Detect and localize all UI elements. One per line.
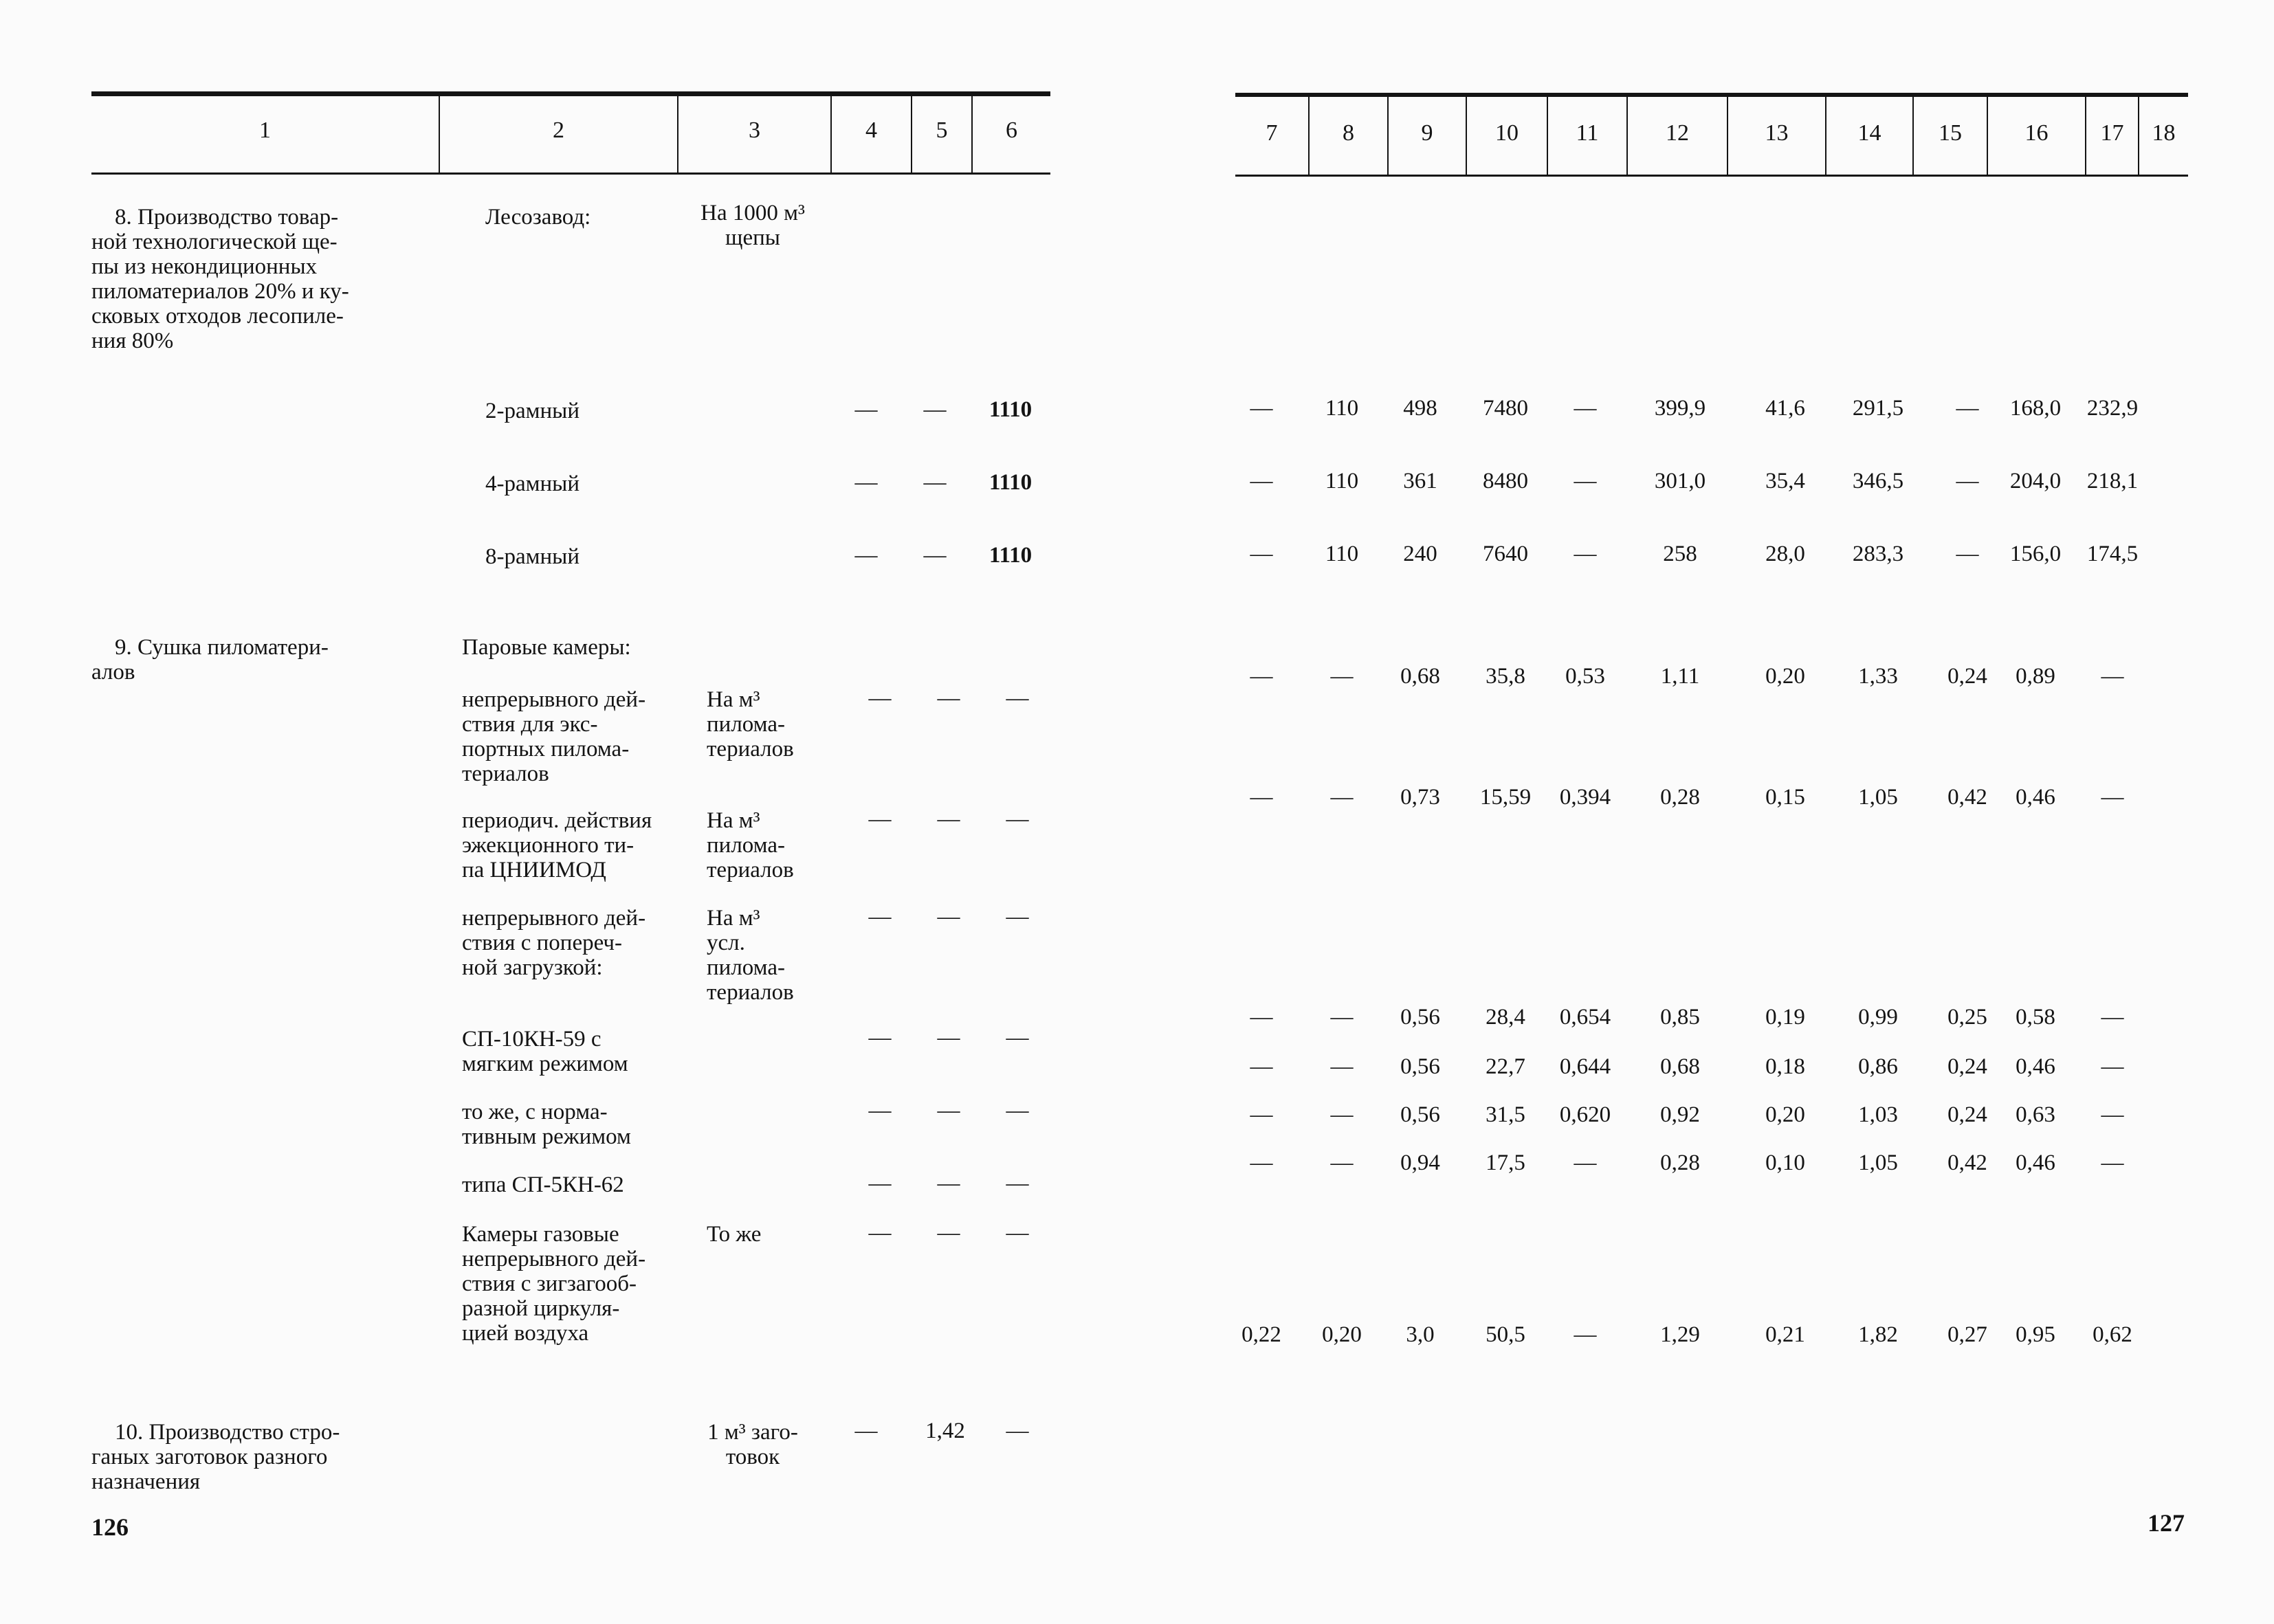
data-cell: 498 — [1403, 396, 1437, 421]
cell-c4: — — [854, 470, 878, 495]
data-cell: 1,05 — [1858, 785, 1898, 810]
data-cell: 0,86 — [1858, 1054, 1898, 1079]
data-cell: — — [1250, 1150, 1273, 1175]
data-cell: 0,25 — [1947, 1005, 1987, 1030]
cell-c6: — — [1006, 1171, 1029, 1196]
cell-c6: — — [1006, 1221, 1029, 1245]
data-cell: 0,56 — [1400, 1102, 1440, 1127]
column-header: 6 — [1006, 118, 1017, 143]
data-cell: 28,0 — [1765, 542, 1805, 566]
data-cell: — — [1250, 1054, 1273, 1079]
data-cell: 0,42 — [1947, 1150, 1987, 1175]
unit-label: На м³ пилома- териалов — [707, 808, 794, 882]
data-cell: — — [2101, 1054, 2124, 1079]
data-cell: 31,5 — [1486, 1102, 1525, 1127]
data-cell: — — [2101, 1102, 2124, 1127]
column-header: 13 — [1765, 120, 1789, 146]
cell-c6: — — [1006, 686, 1029, 711]
data-cell: 0,89 — [2016, 664, 2055, 689]
column-header: 8 — [1343, 120, 1354, 146]
data-cell: 0,56 — [1400, 1054, 1440, 1079]
data-cell: 258 — [1663, 542, 1697, 566]
cell-c6: 1110 — [989, 470, 1033, 495]
cell-c4: — — [868, 807, 892, 832]
item-text: 8. Производство товар- ной технологической ще- пы из некондиционных пиломатериалов 20% и ку- сковых отходов лесопиле- ния 80% — [91, 205, 349, 353]
column-header: 17 — [2100, 120, 2124, 146]
data-cell: — — [1956, 469, 1979, 493]
cell-c5: — — [937, 807, 960, 832]
cell-c5: — — [937, 1025, 960, 1050]
sub-item-name: 4-рамный — [485, 471, 580, 496]
sub-item-name: 2-рамный — [485, 399, 580, 423]
data-cell: — — [1330, 1005, 1354, 1030]
data-cell: 0,42 — [1947, 785, 1987, 810]
sub-item-name: СП-10КН-59 с мягким режимом — [462, 1027, 628, 1076]
item-text: 10. Производство стро- ганых заготовок разного назначения — [91, 1420, 340, 1494]
unit-label: 1 м³ заго- товок — [707, 1420, 798, 1469]
data-cell: 240 — [1403, 542, 1437, 566]
cell-c4: — — [868, 1171, 892, 1196]
cell-c5: — — [923, 470, 947, 495]
group-label: Паровые камеры: — [462, 635, 631, 660]
data-cell: — — [1330, 785, 1354, 810]
column-header: 5 — [936, 118, 948, 143]
data-cell: 0,22 — [1241, 1322, 1281, 1347]
data-cell: — — [1574, 542, 1597, 566]
data-cell: 17,5 — [1486, 1150, 1525, 1175]
data-cell: — — [1956, 542, 1979, 566]
data-cell: — — [1574, 1322, 1597, 1347]
cell-c6: — — [1006, 1419, 1029, 1443]
sub-item-name: то же, с норма- тивным режимом — [462, 1100, 631, 1149]
data-cell: 204,0 — [2009, 469, 2062, 493]
cell-c4: — — [868, 686, 892, 711]
data-cell: 0,58 — [2016, 1005, 2055, 1030]
data-cell: 0,620 — [1559, 1102, 1611, 1127]
data-cell: 0,94 — [1400, 1150, 1440, 1175]
cell-c6: — — [1006, 1098, 1029, 1123]
data-cell: — — [1574, 469, 1597, 493]
data-cell: 0,46 — [2016, 1150, 2055, 1175]
data-cell: 1,33 — [1858, 664, 1898, 689]
cell-c5: — — [937, 904, 960, 929]
data-cell: 22,7 — [1486, 1054, 1525, 1079]
column-header: 7 — [1266, 120, 1278, 146]
right-header-bottom-rule — [1235, 175, 2188, 177]
data-cell: 35,8 — [1486, 664, 1525, 689]
data-cell: 0,24 — [1947, 664, 1987, 689]
data-cell: — — [1250, 785, 1273, 810]
column-header: 4 — [865, 118, 877, 143]
column-header: 16 — [2024, 120, 2049, 146]
data-cell: 0,644 — [1559, 1054, 1611, 1079]
data-cell: 0,46 — [2016, 785, 2055, 810]
cell-c4: — — [854, 397, 878, 422]
data-cell: 50,5 — [1486, 1322, 1525, 1347]
cell-c4: — — [868, 904, 892, 929]
column-header: 3 — [749, 118, 760, 143]
cell-c5: — — [937, 1221, 960, 1245]
data-cell: — — [1250, 1005, 1273, 1030]
data-cell: 7640 — [1483, 542, 1528, 566]
unit-label: На 1000 м³ щепы — [700, 201, 805, 250]
column-header: 10 — [1495, 120, 1519, 146]
data-cell: 399,9 — [1654, 396, 1706, 421]
data-cell: 0,73 — [1400, 785, 1440, 810]
data-cell: 0,15 — [1765, 785, 1805, 810]
data-cell: 15,59 — [1479, 785, 1532, 810]
data-cell: — — [2101, 1150, 2124, 1175]
data-cell: 346,5 — [1852, 469, 1904, 493]
data-cell: 1,11 — [1660, 664, 1700, 689]
data-cell: 0,24 — [1947, 1102, 1987, 1127]
data-cell: 1,03 — [1858, 1102, 1898, 1127]
sub-item-name: непрерывного дей- ствия для экс- портных пилома- териалов — [462, 687, 646, 786]
data-cell: — — [1250, 1102, 1273, 1127]
cell-c5: — — [923, 397, 947, 422]
cell-c6: — — [1006, 807, 1029, 832]
data-cell: 283,3 — [1852, 542, 1904, 566]
data-cell: 174,5 — [2086, 542, 2139, 566]
data-cell: 0,20 — [1322, 1322, 1362, 1347]
cell-c4: — — [868, 1221, 892, 1245]
cell-c4: — — [854, 1419, 878, 1443]
data-cell: 41,6 — [1765, 396, 1805, 421]
column-header: 9 — [1421, 120, 1433, 146]
page-number: 126 — [91, 1513, 129, 1541]
data-cell: 0,10 — [1765, 1150, 1805, 1175]
cell-c5: — — [937, 1171, 960, 1196]
data-cell: 1,29 — [1660, 1322, 1700, 1347]
cell-c6: 1110 — [989, 543, 1033, 568]
sub-item-name: периодич. действия эжекционного ти- па ЦНИИМОД — [462, 808, 652, 882]
cell-c4: — — [854, 543, 878, 568]
data-cell: 0,85 — [1660, 1005, 1700, 1030]
data-cell: 0,24 — [1947, 1054, 1987, 1079]
data-cell: 0,654 — [1559, 1005, 1611, 1030]
data-cell: 218,1 — [2086, 469, 2139, 493]
cell-c4: — — [868, 1025, 892, 1050]
data-cell: 156,0 — [2009, 542, 2062, 566]
cell-c6: — — [1006, 1025, 1029, 1050]
data-cell: 1,05 — [1858, 1150, 1898, 1175]
data-cell: — — [1250, 542, 1273, 566]
group-label: Лесозавод: — [485, 205, 591, 230]
data-cell: 0,394 — [1559, 785, 1611, 810]
cell-c4: — — [868, 1098, 892, 1123]
data-cell: 0,99 — [1858, 1005, 1898, 1030]
data-cell: — — [1330, 664, 1354, 689]
data-cell: — — [1956, 396, 1979, 421]
data-cell: — — [1250, 396, 1273, 421]
data-cell: 0,95 — [2016, 1322, 2055, 1347]
left-header-top-rule — [91, 91, 1050, 96]
data-cell: 0,20 — [1765, 664, 1805, 689]
data-cell: 168,0 — [2009, 396, 2062, 421]
right-header-top-rule — [1235, 93, 2188, 97]
data-cell: — — [1574, 1150, 1597, 1175]
column-header: 15 — [1939, 120, 1962, 146]
data-cell: 0,63 — [2016, 1102, 2055, 1127]
data-cell: — — [2101, 1005, 2124, 1030]
cell-c5: 1,42 — [925, 1419, 965, 1443]
data-cell: — — [1330, 1150, 1354, 1175]
cell-c5: — — [937, 1098, 960, 1123]
data-cell: 301,0 — [1654, 469, 1706, 493]
data-cell: 361 — [1403, 469, 1437, 493]
data-cell: 0,92 — [1660, 1102, 1700, 1127]
data-cell: — — [2101, 664, 2124, 689]
data-cell: 0,20 — [1765, 1102, 1805, 1127]
data-cell: 3,0 — [1406, 1322, 1435, 1347]
data-cell: 0,68 — [1660, 1054, 1700, 1079]
data-cell: 35,4 — [1765, 469, 1805, 493]
data-cell: 0,53 — [1565, 664, 1605, 689]
unit-label: На м³ пилома- териалов — [707, 687, 794, 761]
data-cell: 232,9 — [2086, 396, 2139, 421]
data-cell: — — [1330, 1054, 1354, 1079]
column-header: 11 — [1576, 120, 1599, 146]
data-cell: 110 — [1325, 396, 1359, 421]
data-cell: 8480 — [1483, 469, 1528, 493]
data-cell: 0,56 — [1400, 1005, 1440, 1030]
data-cell: 0,21 — [1765, 1322, 1805, 1347]
unit-label: То же — [707, 1222, 762, 1247]
sub-item-name: типа СП-5КН-62 — [462, 1172, 624, 1197]
data-cell: 0,28 — [1660, 785, 1700, 810]
item-text: 9. Сушка пиломатери- алов — [91, 635, 329, 685]
data-cell: 0,28 — [1660, 1150, 1700, 1175]
data-cell: 1,82 — [1858, 1322, 1898, 1347]
data-cell: 28,4 — [1486, 1005, 1525, 1030]
cell-c6: 1110 — [989, 397, 1033, 422]
unit-label: На м³ усл. пилома- териалов — [707, 906, 794, 1005]
cell-c5: — — [923, 543, 947, 568]
data-cell: — — [1250, 664, 1273, 689]
data-cell: 7480 — [1483, 396, 1528, 421]
column-header: 2 — [553, 118, 564, 143]
column-header: 14 — [1857, 120, 1881, 146]
data-cell: 110 — [1325, 469, 1359, 493]
column-header: 18 — [2152, 120, 2176, 146]
data-cell: — — [1330, 1102, 1354, 1127]
data-cell: 0,27 — [1947, 1322, 1987, 1347]
data-cell: — — [1250, 469, 1273, 493]
data-cell: 291,5 — [1852, 396, 1904, 421]
sub-item-name: непрерывного дей- ствия с попереч- ной загрузкой: — [462, 906, 646, 980]
data-cell: 110 — [1325, 542, 1359, 566]
data-cell: 0,62 — [2093, 1322, 2132, 1347]
data-cell: 0,46 — [2016, 1054, 2055, 1079]
sub-item-name: 8-рамный — [485, 544, 580, 569]
data-cell: — — [2101, 785, 2124, 810]
sub-item-name: Камеры газовые непрерывного дей- ствия с зигзагооб- разной циркуля- цией воздуха — [462, 1222, 646, 1346]
data-cell: 0,18 — [1765, 1054, 1805, 1079]
cell-c6: — — [1006, 904, 1029, 929]
data-cell: 0,68 — [1400, 664, 1440, 689]
cell-c5: — — [937, 686, 960, 711]
left-header-bottom-rule — [91, 173, 1050, 175]
data-cell: — — [1574, 396, 1597, 421]
column-header: 1 — [259, 118, 271, 143]
column-header: 12 — [1666, 120, 1689, 146]
data-cell: 0,19 — [1765, 1005, 1805, 1030]
page-number: 127 — [2148, 1509, 2185, 1537]
